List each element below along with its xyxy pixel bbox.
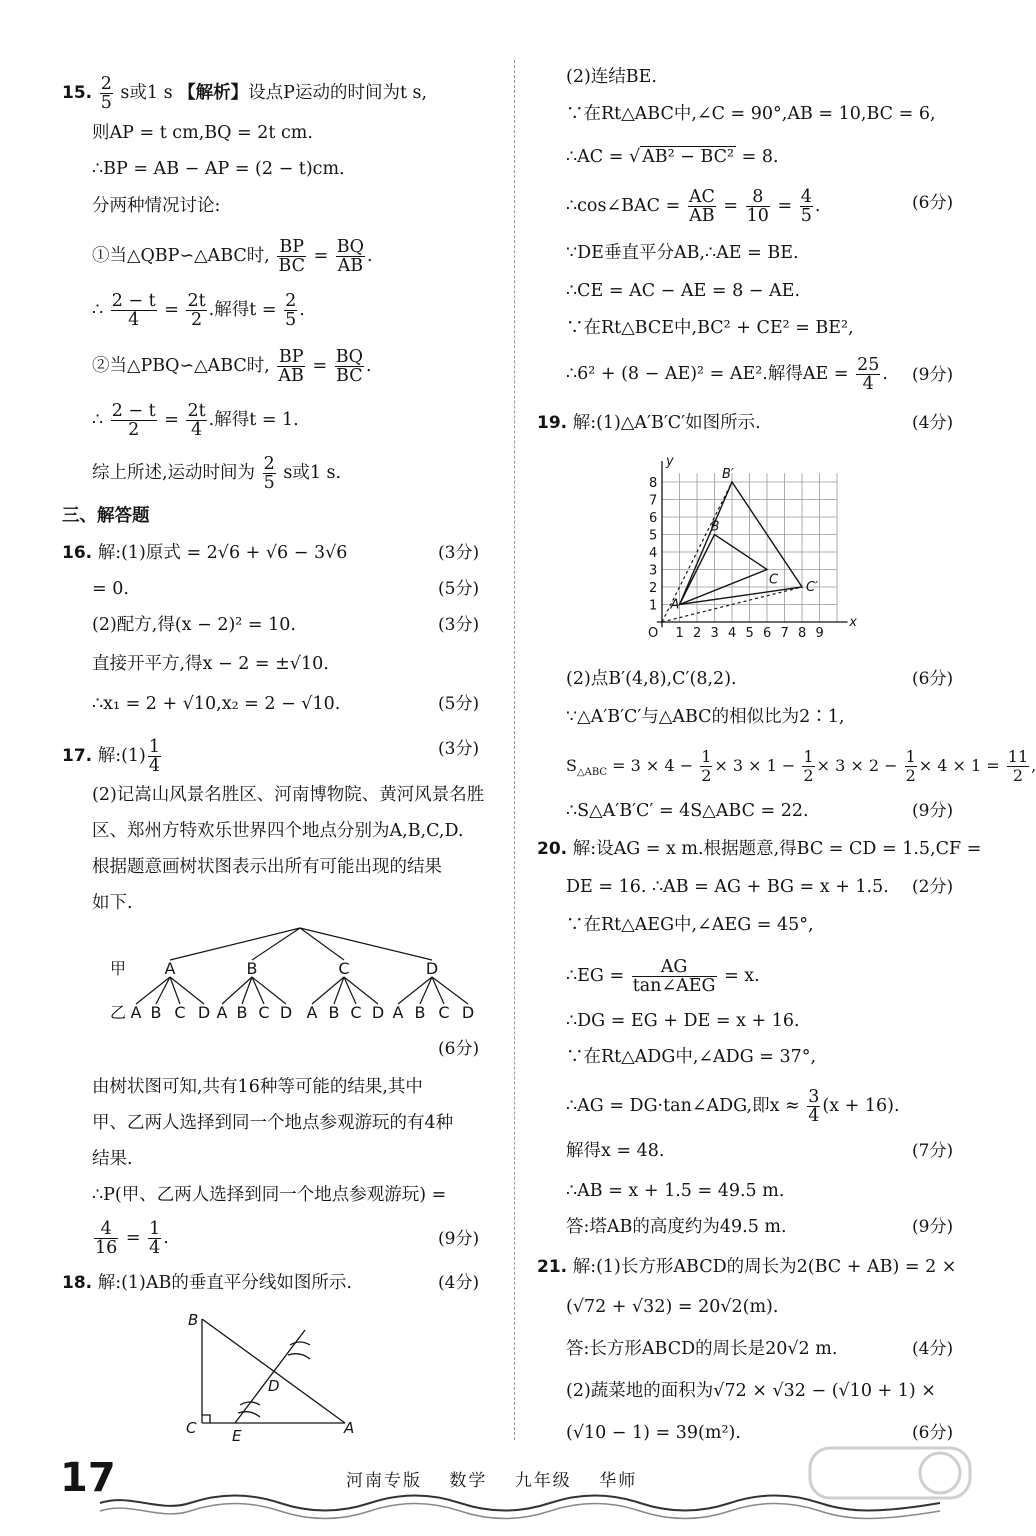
- q20-line5: ∴DG = EG + DE = x + 16.: [566, 1011, 800, 1031]
- tree-node: D: [425, 959, 439, 978]
- q21-line4: (2)蔬菜地的面积为√72 × √32 − (√10 + 1) ×: [566, 1381, 936, 1401]
- q20-line9: ∴AB = x + 1.5 = 49.5 m.: [566, 1181, 785, 1201]
- y-tick-label: 6: [649, 511, 658, 526]
- q20-line8: 解得x = 48.: [566, 1141, 665, 1161]
- point-label-c: C: [769, 572, 779, 588]
- tree-leaf: A: [216, 1003, 228, 1022]
- q18-cos: ∴cos∠BAC = $\frac{AC}{AB}$ = $\frac{8}{10}$ = $\frac{4}{5}$ .: [566, 187, 821, 226]
- tree-node: A: [164, 959, 176, 978]
- q20-line1: 20. 解:设AG = x m.根据题意,得BC = CD = 1.5,CF =: [537, 839, 982, 859]
- q17-score2: (6分): [438, 1039, 480, 1059]
- q16-score5: (5分): [438, 694, 480, 714]
- point-label-c-prime: C′: [806, 580, 819, 595]
- point-label-a: A: [344, 1419, 355, 1437]
- perpendicular-bisector-figure: [180, 1305, 370, 1445]
- tree-leaf: C: [438, 1003, 450, 1022]
- footer-subject: 数学: [449, 1471, 488, 1491]
- footer-edition: 河南专版: [346, 1471, 422, 1491]
- q18-score2: (6分): [912, 193, 954, 213]
- x-tick-label: 1: [675, 626, 684, 641]
- y-tick-label: 7: [649, 493, 658, 509]
- q15-line4: 分两种情况讨论:: [92, 196, 221, 216]
- point-label-c: C: [186, 1419, 197, 1437]
- tree-leaf: D: [197, 1003, 211, 1022]
- q19-ratio: ∵△A′B′C′与△ABC的相似比为2∶1,: [566, 707, 845, 727]
- tree-label-yi: 乙: [109, 1003, 127, 1022]
- q16-line5: ∴x₁ = 2 + √10,x₂ = 2 − √10.: [92, 694, 341, 714]
- q18-ac: ∴AC = √ AB² − BC² = 8.: [566, 147, 779, 167]
- q21-score2: (6分): [912, 1423, 954, 1443]
- tree-leaf: A: [306, 1003, 318, 1022]
- q19-area: $S_{\triangle ABC} = 3 \times 4$ − $\frac{1}{2}$ × 3 × 1 − $\frac{1}{2}$ × 3 × 2 − $\frac{1}{2}$ × 4 × 1 = $\frac{11}{2}$ ,: [566, 747, 1036, 785]
- coordinate-grid-figure: [640, 452, 860, 644]
- tree-node: C: [338, 959, 350, 978]
- watermark-logo: [800, 1440, 980, 1510]
- tree-node: B: [246, 959, 258, 978]
- tree-leaf: D: [461, 1003, 475, 1022]
- q17-p4: 如下.: [92, 893, 133, 913]
- origin-label: O: [648, 626, 659, 641]
- tree-leaf: A: [392, 1003, 404, 1022]
- column-divider: [514, 60, 515, 1440]
- q16-line3: (2)配方,得(x − 2)² = 10.: [92, 615, 296, 635]
- tree-leaf: A: [130, 1003, 142, 1022]
- q18-de: ∵DE垂直平分AB,∴AE = BE.: [566, 243, 799, 263]
- q20-score2: (7分): [912, 1141, 954, 1161]
- q16-line1: 16. 解:(1)原式 = 2√6 + √6 − 3√6: [62, 543, 348, 563]
- tree-label-jia: 甲: [109, 959, 127, 978]
- point-label-b-prime: B′: [722, 467, 734, 482]
- q20-line10: 答:塔AB的高度约为49.5 m.: [566, 1217, 787, 1237]
- tree-leaf: C: [174, 1003, 186, 1022]
- x-tick-label: 5: [745, 626, 754, 641]
- q15-summary: 综上所述,运动时间为 $\frac{2}{5}$ s或1 s.: [92, 454, 342, 493]
- q15-case2-solve: ∴ $\frac{2 - t}{2}$ = $\frac{2t}{4}$ .解得t = 1.: [92, 401, 299, 440]
- tree-leaf: C: [350, 1003, 362, 1022]
- q17-p2: 区、郑州方特欢乐世界四个地点分别为A,B,C,D.: [92, 821, 464, 841]
- tree-leaf: D: [371, 1003, 385, 1022]
- tree-leaf: B: [328, 1003, 340, 1022]
- q16-line2: = 0.: [92, 579, 129, 599]
- page-number: 17: [60, 1455, 116, 1501]
- y-tick-label: 8: [649, 476, 658, 491]
- q20-score3: (9分): [912, 1217, 954, 1237]
- q16-score3: (3分): [438, 615, 480, 635]
- q20-line6: ∵在Rt△ADG中,∠ADG = 37°,: [566, 1047, 817, 1067]
- q20-line2: DE = 16. ∴AB = AG + BG = x + 1.5.: [566, 877, 889, 897]
- q18-line1: 18. 解:(1)AB的垂直平分线如图所示.: [62, 1273, 352, 1293]
- tree-leaf: C: [258, 1003, 270, 1022]
- q15-line3: ∴BP = AB − AP = (2 − t)cm.: [92, 159, 345, 179]
- q18-solve: ∴6² + (8 − AE)² = AE².解得AE = $\frac{25}{4}$ .: [566, 355, 888, 394]
- q15-case2: ②当△PBQ∽△ABC时, $\frac{BP}{AB}$ = $\frac{BQ}{BC}$ .: [92, 347, 372, 386]
- q18-part2: (2)连结BE.: [566, 67, 657, 87]
- q17-p8: ∴P(甲、乙两人选择到同一个地点参观游玩) =: [92, 1185, 447, 1205]
- footer-grade: 九年级: [514, 1471, 572, 1491]
- q16-score2: (5分): [438, 579, 480, 599]
- q21-score1: (4分): [912, 1339, 954, 1359]
- q20-line7: ∴AG = DG·tan∠ADG,即x ≈ $\frac{3}{4}$ (x + 16).: [566, 1087, 900, 1126]
- q16-score1: (3分): [438, 543, 480, 563]
- q20-line3: ∵在Rt△AEG中,∠AEG = 45°,: [566, 915, 814, 935]
- q20-score1: (2分): [912, 877, 954, 897]
- q18-score1: (4分): [438, 1273, 480, 1293]
- q19-points: (2)点B′(4,8),C′(8,2).: [566, 669, 737, 689]
- q17-p6: 甲、乙两人选择到同一个地点参观游玩的有4种: [92, 1113, 454, 1133]
- x-tick-label: 7: [780, 626, 789, 641]
- point-label-e: E: [232, 1427, 242, 1445]
- footer-publisher: 华师: [599, 1471, 638, 1491]
- tree-leaf: B: [150, 1003, 162, 1022]
- q17-p3: 根据题意画树状图表示出所有可能出现的结果: [92, 857, 442, 877]
- q19-score2: (6分): [912, 669, 954, 689]
- q17-p1: (2)记嵩山风景名胜区、河南博物院、黄河风景名胜: [92, 785, 485, 805]
- q19-line1: 19. 解:(1)△A′B′C′如图所示.: [537, 413, 761, 433]
- q17-line1: 17. 解:(1) $\frac{1}{4}$: [62, 737, 161, 776]
- x-axis-label: x: [849, 615, 857, 630]
- point-label-b: B: [710, 519, 720, 535]
- tree-leaf: B: [414, 1003, 426, 1022]
- tree-leaf: B: [236, 1003, 248, 1022]
- x-tick-label: 4: [728, 626, 737, 641]
- y-tick-label: 1: [649, 598, 658, 614]
- q18-ce: ∴CE = AC − AE = 8 − AE.: [566, 281, 801, 301]
- q15-case1-solve: ∴ $\frac{2 - t}{4}$ = $\frac{2t}{2}$ .解得t = $\frac{2}{5}$ .: [92, 291, 305, 330]
- q21-line2: (√72 + √32) = 20√2(m).: [566, 1297, 779, 1317]
- q16-line4: 直接开平方,得x − 2 = ±√10.: [92, 654, 329, 674]
- tree-diagram: [100, 922, 480, 1027]
- x-tick-label: 8: [798, 626, 807, 641]
- q19-area2: ∴S△A′B′C′ = 4S△ABC = 22.: [566, 801, 809, 821]
- q21-line5: (√10 − 1) = 39(m²).: [566, 1423, 741, 1443]
- q20-line4: ∴EG = $\frac{AG}{\text{tan∠AEG}}$ = x.: [566, 957, 760, 996]
- x-tick-label: 3: [710, 626, 719, 641]
- point-label-a: A: [670, 597, 680, 613]
- q17-result: $\frac{4}{16}$ = $\frac{1}{4}$ .: [95, 1219, 169, 1258]
- x-tick-label: 6: [763, 626, 772, 641]
- q19-score1: (4分): [912, 413, 954, 433]
- y-axis-label: y: [666, 454, 674, 469]
- y-tick-label: 5: [649, 528, 658, 544]
- q18-score3: (9分): [912, 365, 954, 385]
- q21-line1: 21. 解:(1)长方形ABCD的周长为2(BC + AB) = 2 ×: [537, 1257, 957, 1277]
- q18-rt-bce: ∵在Rt△BCE中,BC² + CE² = BE²,: [566, 318, 854, 338]
- x-tick-label: 2: [693, 626, 702, 641]
- triangle-abc-image: [680, 482, 803, 605]
- tree-leaf: D: [279, 1003, 293, 1022]
- q15-case1: ①当△QBP∽△ABC时, $\frac{BP}{BC}$ = $\frac{BQ}{AB}$ .: [92, 237, 373, 276]
- q17-score1: (3分): [438, 739, 480, 759]
- q17-p7: 结果.: [92, 1149, 133, 1169]
- x-tick-label: 9: [815, 626, 824, 641]
- q19-score3: (9分): [912, 801, 954, 821]
- q17-p5: 由树状图可知,共有16种等可能的结果,其中: [92, 1077, 423, 1097]
- y-tick-label: 3: [649, 563, 658, 579]
- y-tick-label: 2: [649, 581, 658, 596]
- q15-line2: 则AP = t cm,BQ = 2t cm.: [92, 123, 313, 143]
- q21-line3: 答:长方形ABCD的周长是20√2 m.: [566, 1339, 838, 1359]
- q15-head: 15. $\frac{2}{5}$ s或1 s 【解析】设点P运动的时间为t s,: [62, 74, 428, 113]
- y-tick-label: 4: [649, 546, 658, 561]
- q17-score3: (9分): [438, 1229, 480, 1249]
- point-label-b: B: [188, 1311, 199, 1329]
- section-title: 三、解答题: [62, 506, 150, 526]
- point-label-d: D: [268, 1377, 280, 1395]
- q18-rt-abc: ∵在Rt△ABC中,∠C = 90°,AB = 10,BC = 6,: [566, 104, 936, 124]
